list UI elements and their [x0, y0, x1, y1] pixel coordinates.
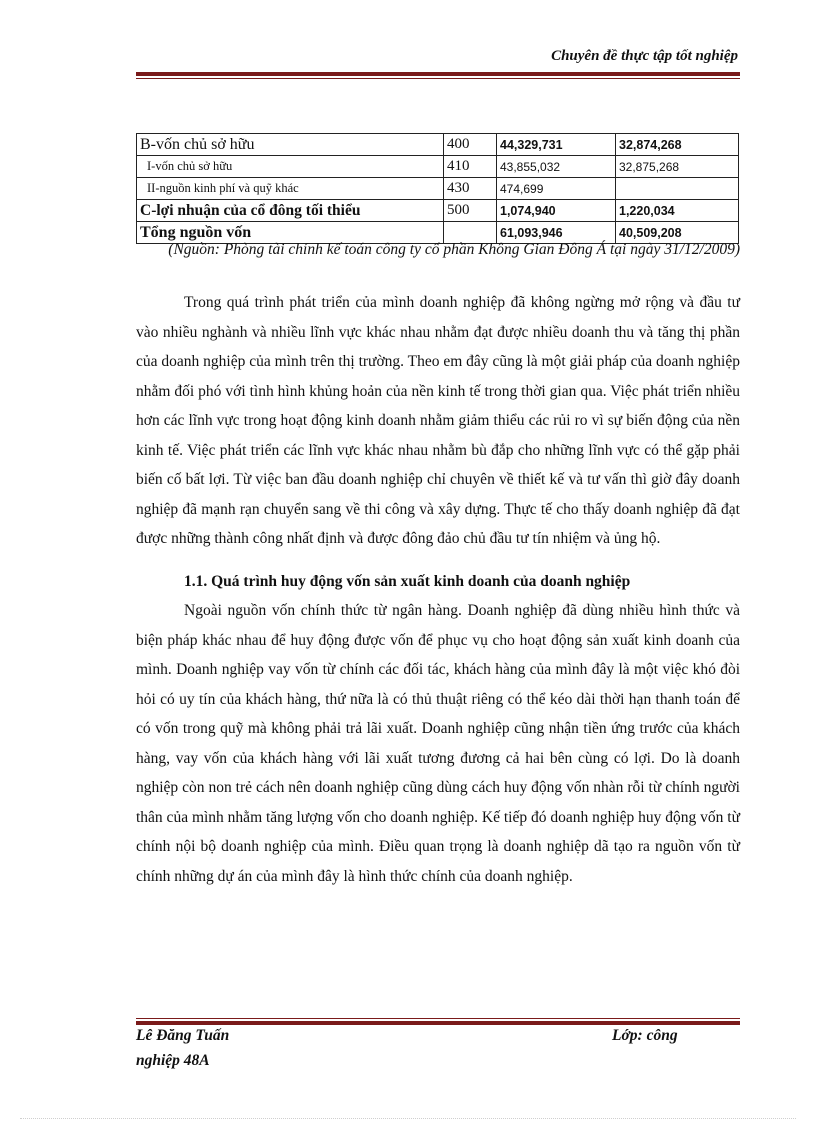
body-paragraph-1: Trong quá trình phát triển của mình doanh nghiệp đã không ngừng mở rộng và đầu tư vào nhiều nghành và nhiều lĩnh vực khác nhau nhằm đạt được nhiều doanh thu và tăng thị phần của doanh nghiệp của mình trên thị trường. Theo em đây cũng là một giải pháp của doanh nghiệp nhằm đối phó với tình hình khủng hoản của nền kinh tế trong thời gian qua. Việc phát triển nhiều hơn các lĩnh vực trong hoạt động kinh doanh nhằm giảm thiểu các rủi ro vì sự biến động của nền kinh tế. Việc phát triển các lĩnh vực khác nhau nhằm bù đắp cho những lĩnh vực có thể gặp phải biến cố bất lợi. Từ việc ban đầu doanh nghiệp chỉ chuyên về thiết kế và tư vấn thì giờ đây doanh nghiệp đã mạnh rạn chuyển sang về thi công và xây dựng. Thực tế cho thấy doanh nghiệp đã đạt được những thành công nhất định và được đông đảo chủ đầu tư tín nhiệm và ủng hộ.	[136, 294, 740, 547]
row-value-previous: 32,874,268	[616, 134, 739, 156]
row-label: II-nguồn kinh phí và quỹ khác	[137, 178, 444, 200]
footer-class-label: Lớp: công	[612, 1027, 678, 1044]
row-code: 500	[444, 200, 497, 222]
table-row	[137, 200, 739, 222]
table-source-note: (Nguồn: Phòng tài chính kế toán công ty cổ phần Không Gian Đông Á tại ngày 31/12/2009)	[168, 241, 740, 258]
capital-table	[136, 133, 739, 244]
row-label: I-vốn chủ sở hữu	[137, 156, 444, 178]
row-value-current: 61,093,946	[497, 222, 616, 244]
row-value-previous	[616, 178, 739, 200]
table-row	[137, 134, 739, 156]
header-rule-thin	[136, 78, 740, 79]
row-label: Tổng nguồn vốn	[137, 222, 444, 244]
row-label: C-lợi nhuận của cổ đông tối thiểu	[137, 200, 444, 222]
page-edge-divider	[20, 1118, 796, 1119]
row-code: 430	[444, 178, 497, 200]
row-value-previous: 1,220,034	[616, 200, 739, 222]
row-code: 410	[444, 156, 497, 178]
row-label: B-vốn chủ sở hữu	[137, 134, 444, 156]
footer-rule-thick	[136, 1021, 740, 1025]
table-row	[137, 156, 739, 178]
footer-rule-thin	[136, 1018, 740, 1019]
row-value-current: 44,329,731	[497, 134, 616, 156]
footer-author: Lê Đăng Tuấn	[136, 1027, 230, 1044]
row-value-current: 474,699	[497, 178, 616, 200]
page-header-title: Chuyên đề thực tập tốt nghiệp	[551, 48, 738, 64]
body-paragraph-2: Ngoài nguồn vốn chính thức từ ngân hàng. Doanh nghiệp đã dùng nhiều hình thức và biện pháp khác nhau để huy động được vốn để phục vụ cho hoạt động sản xuất kinh doanh của mình. Doanh nghiệp vay vốn từ chính các đối tác, khách hàng của mình đây là một việc khó đòi hỏi có uy tín của khách hàng, thứ nữa là có thủ thuật riêng có thể kéo dài thời hạn thanh toán để có vốn trong quỹ mà không phải trả lãi xuất. Doanh nghiệp cũng nhận tiền ứng trước của khách hàng, vay vốn của khách hàng với lãi xuất tương đương cả hai bên cùng có lợi. Do là doanh nghiệp còn non trẻ cách nên doanh nghiệp cũng dùng cách huy động vốn nhàn rỗi từ chính người thân của mình nhằm tăng lượng vốn cho doanh nghiệp. Kế tiếp đó doanh nghiệp huy động vốn từ chính nội bộ doanh nghiệp của mình. Điều quan trọng là doanh nghiệp dã tạo ra nguồn vốn từ chính những dự án của mình đây là hình thức chính của doanh nghiệp.	[136, 602, 740, 885]
footer-class-rest: nghiệp 48A	[136, 1052, 210, 1069]
row-value-previous: 32,875,268	[616, 156, 739, 178]
row-code: 400	[444, 134, 497, 156]
row-value-current: 1,074,940	[497, 200, 616, 222]
section-heading: 1.1. Quá trình huy động vốn sản xuất kinh doanh của doanh nghiệp	[184, 573, 631, 590]
row-value-current: 43,855,032	[497, 156, 616, 178]
header-rule-thick	[136, 72, 740, 76]
table-row	[137, 178, 739, 200]
row-value-previous: 40,509,208	[616, 222, 739, 244]
